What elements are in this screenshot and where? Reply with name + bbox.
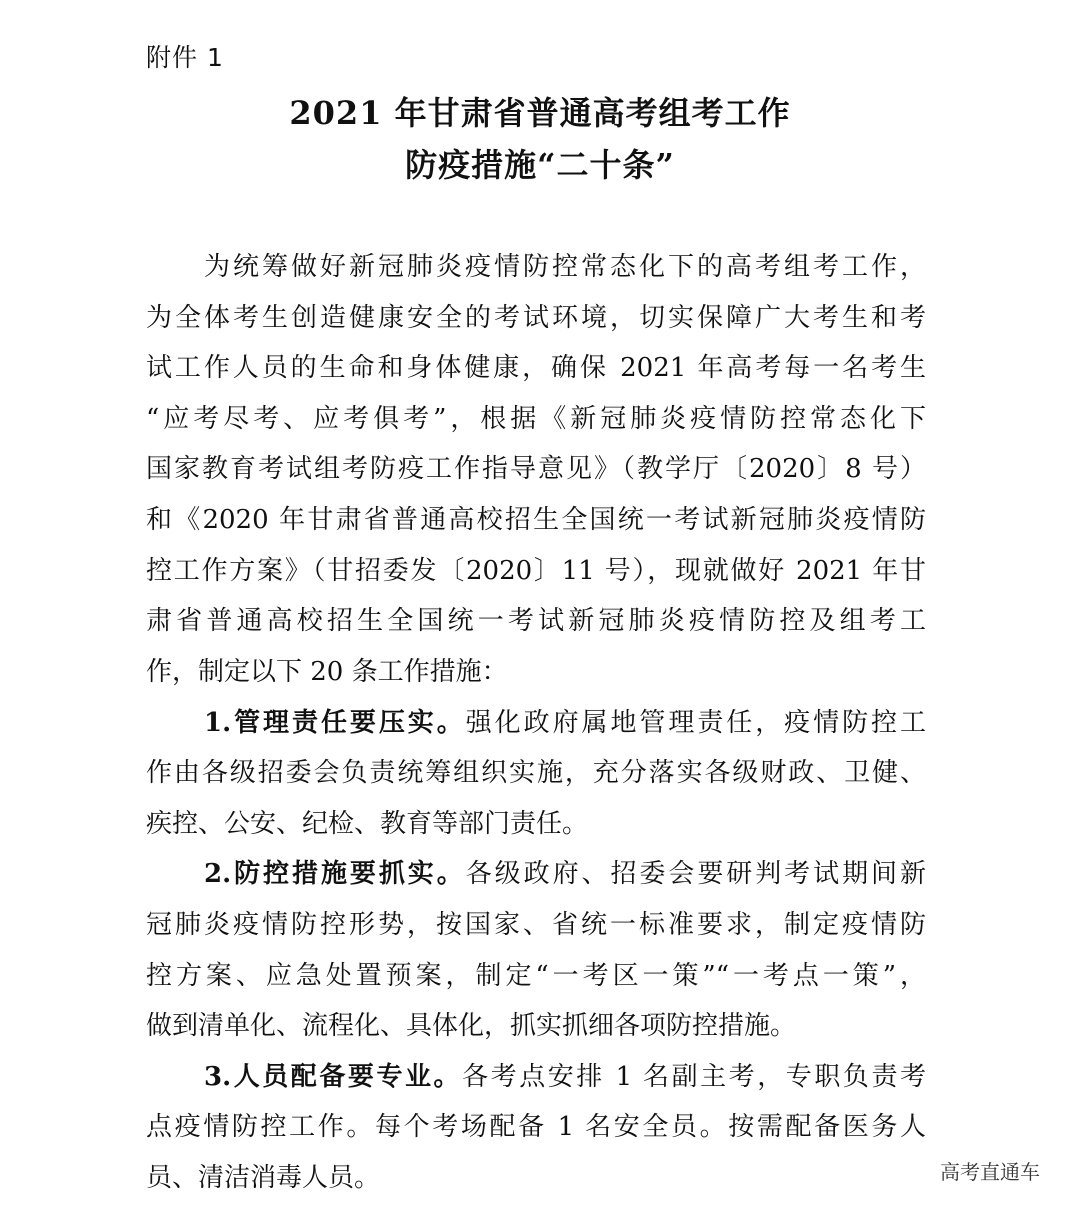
item-3-line: 点疫情防控工作。每个考场配备 1 名安全员。按需配备医务人 — [146, 1112, 926, 1142]
document-title-line-1: 2021 年甘肃省普通高考组考工作 — [289, 94, 791, 132]
item-1-first-line — [146, 703, 926, 743]
watermark-text: 高考直通车 — [940, 1160, 1040, 1184]
item-3-line: 员、清洁消毒人员。 — [146, 1163, 381, 1193]
item-2-line: 做到清单化、流程化、具体化，抓实抓细各项防控措施。 — [146, 1011, 797, 1041]
item-1-line: 疾控、公安、纪检、教育等部门责任。 — [146, 809, 589, 839]
attachment-label: 附件 1 — [146, 43, 224, 72]
intro-line: 控工作方案》（甘招委发〔2020〕11 号），现就做好 2021 年甘 — [146, 556, 926, 586]
intro-line: 和《2020 年甘肃省普通高校招生全国统一考试新冠肺炎疫情防 — [146, 505, 926, 535]
intro-line: 国家教育考试组考防疫工作指导意见》（教学厅〔2020〕8 号） — [146, 454, 926, 484]
intro-line: 为全体考生创造健康安全的考试环境，切实保障广大考生和考 — [146, 303, 926, 333]
intro-line: 作，制定以下 20 条工作措施： — [146, 657, 508, 687]
item-1-text: 强化政府属地管理责任，疫情防控工 — [465, 708, 926, 738]
intro-line: 为统筹做好新冠肺炎疫情防控常态化下的高考组考工作， — [204, 252, 926, 282]
intro-line: “应考尽考、应考俱考”，根据《新冠肺炎疫情防控常态化下 — [146, 404, 926, 434]
item-3-first-line — [146, 1057, 926, 1097]
document-title-line-2: 防疫措施“二十条” — [405, 146, 675, 184]
item-2-text: 各级政府、招委会要研判考试期间新 — [465, 859, 926, 889]
intro-line: 肃省普通高校招生全国统一考试新冠肺炎疫情防控及组考工 — [146, 606, 926, 636]
item-3-text: 各考点安排 1 名副主考，专职负责考 — [462, 1062, 926, 1092]
item-2-first-line — [146, 854, 926, 894]
item-2-line: 冠肺炎疫情防控形势，按国家、省统一标准要求，制定疫情防 — [146, 910, 926, 940]
item-1-heading: 1.管理责任要压实。 — [204, 708, 466, 738]
intro-line: 试工作人员的生命和身体健康，确保 2021 年高考每一名考生 — [146, 353, 926, 383]
item-2-heading: 2.防控措施要抓实。 — [204, 859, 466, 889]
item-3-heading: 3.人员配备要专业。 — [204, 1062, 463, 1092]
item-2-line: 控方案、应急处置预案，制定“一考区一策”“一考点一策”， — [146, 961, 926, 991]
item-1-line: 作由各级招委会负责统筹组织实施，充分落实各级财政、卫健、 — [146, 758, 926, 788]
